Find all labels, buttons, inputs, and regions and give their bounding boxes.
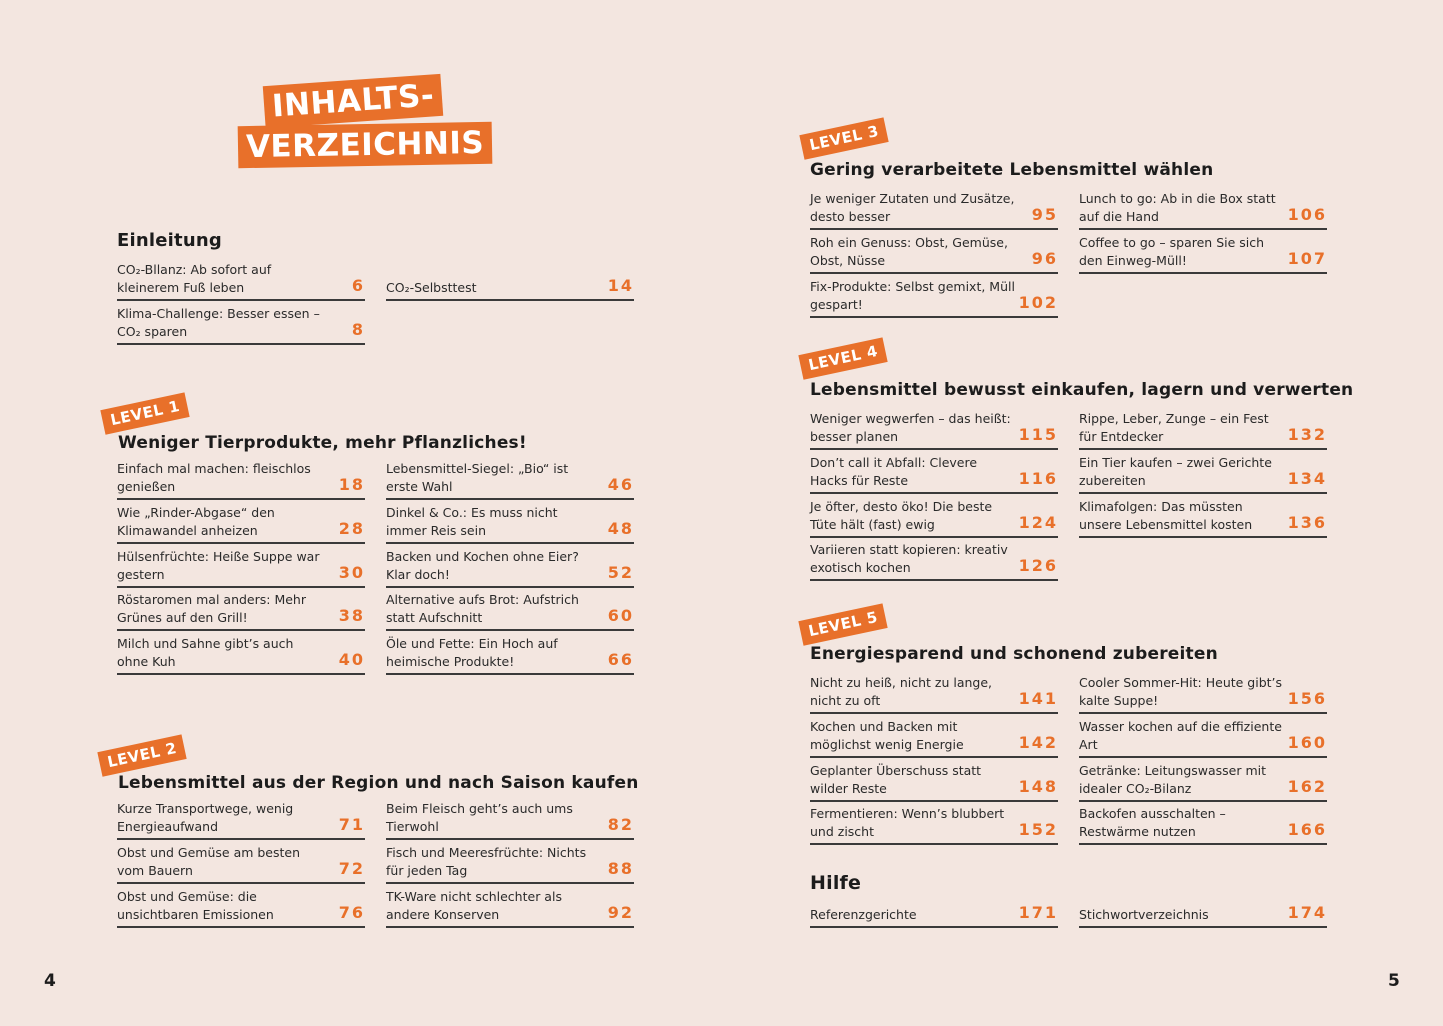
toc-entry[interactable] <box>1079 884 1327 928</box>
toc-entry[interactable] <box>1079 450 1327 494</box>
toc-entry-page: 88 <box>607 859 634 878</box>
toc-entry-label: TK-Ware nicht schlechter als andere Konserven <box>386 889 562 922</box>
toc-entry[interactable] <box>810 450 1058 494</box>
toc-entry[interactable] <box>117 301 365 345</box>
toc-entry[interactable] <box>1079 186 1327 230</box>
toc-entry-page: 132 <box>1287 425 1327 444</box>
toc-entry-page: 8 <box>351 320 365 339</box>
toc-entry-page: 46 <box>607 475 634 494</box>
toc-entry[interactable] <box>386 500 634 544</box>
toc-entry-page: 124 <box>1018 513 1058 532</box>
toc-entry-page: 174 <box>1287 903 1327 922</box>
section-heading-level-4: Lebensmittel bewusst einkaufen, lagern und verwerten <box>810 380 1354 400</box>
toc-entry-page: 71 <box>338 815 365 834</box>
section-heading-level-5: Energiesparend und schonend zubereiten <box>810 644 1218 664</box>
toc-entry-page: 156 <box>1287 689 1327 708</box>
toc-entry[interactable] <box>117 840 365 884</box>
toc-entry[interactable] <box>117 456 365 500</box>
toc-entry[interactable] <box>1079 801 1327 845</box>
toc-entry-page: 96 <box>1031 249 1058 268</box>
toc-entry-label: Wasser kochen auf die effiziente Art <box>1079 719 1282 752</box>
toc-entry-page: 95 <box>1031 205 1058 224</box>
toc-entry[interactable] <box>1079 758 1327 802</box>
toc-entry-page: 115 <box>1018 425 1058 444</box>
toc-entry-page: 66 <box>607 650 634 669</box>
left-page <box>0 0 721 1026</box>
toc-entry-page: 60 <box>607 606 634 625</box>
section-heading-level-1: Weniger Tierprodukte, mehr Pflanzliches! <box>118 433 527 453</box>
toc-entry[interactable] <box>1079 714 1327 758</box>
toc-entry-label: Lunch to go: Ab in die Box statt auf die Hand <box>1079 191 1276 224</box>
toc-entry[interactable] <box>1079 494 1327 538</box>
toc-title-line-1: INHALTS- <box>263 74 444 128</box>
toc-entry-page: 92 <box>607 903 634 922</box>
toc-entry-label: Geplanter Überschuss statt wilder Reste <box>810 763 982 796</box>
toc-entry[interactable] <box>117 796 365 840</box>
toc-entry-label: Cooler Sommer-Hit: Heute gibt’s kalte Suppe! <box>1079 675 1283 708</box>
toc-entry-label: Röstaromen mal anders: Mehr Grünes auf den Grill! <box>117 592 306 625</box>
toc-entry[interactable] <box>810 274 1058 318</box>
toc-entry-label: Klima-Challenge: Besser essen – CO₂ sparen <box>117 306 320 339</box>
toc-entry-page: 162 <box>1287 777 1327 796</box>
section-heading-hilfe: Hilfe <box>810 872 862 894</box>
toc-entry[interactable] <box>810 714 1058 758</box>
toc-entry[interactable] <box>117 500 365 544</box>
toc-entry-label: CO₂-Selbsttest <box>386 279 477 295</box>
toc-entry-label: Rippe, Leber, Zunge – ein Fest für Entdecker <box>1079 411 1269 444</box>
page-number-left: 4 <box>44 971 56 991</box>
toc-entry[interactable] <box>1079 670 1327 714</box>
toc-entry-page: 126 <box>1018 556 1058 575</box>
toc-entry-page: 14 <box>607 276 634 295</box>
toc-entry-label: Alternative aufs Brot: Aufstrich statt Aufschnitt <box>386 592 579 625</box>
toc-entry-label: Obst und Gemüse am besten vom Bauern <box>117 845 301 878</box>
toc-entry-label: Wie „Rinder-Abgase“ den Klimawandel anheizen <box>117 505 275 538</box>
toc-entry-page: 102 <box>1018 293 1058 312</box>
toc-entry-label: Don’t call it Abfall: Clevere Hacks für Reste <box>810 455 978 488</box>
toc-entry-label: Roh ein Genuss: Obst, Gemüse, Obst, Nüsse <box>810 235 1008 268</box>
toc-entry[interactable] <box>810 494 1058 538</box>
toc-entry[interactable] <box>117 257 365 301</box>
toc-entry-label: Dinkel & Co.: Es muss nicht immer Reis sein <box>386 505 558 538</box>
section-heading-einleitung: Einleitung <box>117 230 222 251</box>
toc-entry-label: Backen und Kochen ohne Eier? Klar doch! <box>386 549 579 582</box>
toc-entry-page: 148 <box>1018 777 1058 796</box>
toc-entry-page: 30 <box>338 563 365 582</box>
toc-entry-page: 106 <box>1287 205 1327 224</box>
toc-entry[interactable] <box>386 884 634 928</box>
toc-entry-page: 134 <box>1287 469 1327 488</box>
toc-entry-page: 166 <box>1287 820 1327 839</box>
toc-entry[interactable] <box>386 544 634 588</box>
toc-entry-label: Ein Tier kaufen – zwei Gerichte zubereiten <box>1079 455 1272 488</box>
right-page <box>721 0 1443 1026</box>
toc-entry-page: 72 <box>338 859 365 878</box>
toc-entry-page: 152 <box>1018 820 1058 839</box>
toc-entry[interactable] <box>810 758 1058 802</box>
toc-entry-page: 141 <box>1018 689 1058 708</box>
toc-entry-page: 142 <box>1018 733 1058 752</box>
toc-entry-page: 136 <box>1287 513 1327 532</box>
toc-entry-label: Fix-Produkte: Selbst gemixt, Müll gespart! <box>810 279 1015 312</box>
toc-entry-label: CO₂-Bllanz: Ab sofort auf kleinerem Fuß leben <box>117 262 272 295</box>
toc-entry-label: Kochen und Backen mit möglichst wenig Energie <box>810 719 964 752</box>
toc-entry-page: 6 <box>351 276 365 295</box>
toc-entry-label: Lebensmittel-Siegel: „Bio“ ist erste Wahl <box>386 461 569 494</box>
toc-entry[interactable] <box>810 670 1058 714</box>
toc-entry-label: Klimafolgen: Das müssten unsere Lebensmittel kosten <box>1079 499 1253 532</box>
toc-entry-label: Je öfter, desto öko! Die beste Tüte hält (fast) ewig <box>810 499 993 532</box>
toc-entry[interactable] <box>117 884 365 928</box>
toc-entry-page: 160 <box>1287 733 1327 752</box>
toc-title-line-2: VERZEICHNIS <box>238 122 493 168</box>
level-badge-2: LEVEL 2 <box>97 734 187 776</box>
toc-entry[interactable] <box>810 884 1058 928</box>
toc-entry-label: Variieren statt kopieren: kreativ exotisch kochen <box>810 542 1008 575</box>
toc-entry-page: 52 <box>607 563 634 582</box>
toc-entry-label: Kurze Transportwege, wenig Energieaufwand <box>117 801 294 834</box>
toc-entry-label: Coffee to go – sparen Sie sich den Einweg-Müll! <box>1079 235 1265 268</box>
toc-entry-label: Backofen ausschalten – Restwärme nutzen <box>1079 806 1226 839</box>
toc-entry-page: 76 <box>338 903 365 922</box>
toc-entry[interactable] <box>117 631 365 675</box>
toc-entry-page: 28 <box>338 519 365 538</box>
toc-entry-label: Fisch und Meeresfrüchte: Nichts für jeden Tag <box>386 845 587 878</box>
toc-entry-page: 38 <box>338 606 365 625</box>
toc-entry-page: 40 <box>338 650 365 669</box>
level-badge-3: LEVEL 3 <box>799 117 889 159</box>
toc-entry-label: Beim Fleisch geht’s auch ums Tierwohl <box>386 801 573 834</box>
section-heading-level-2: Lebensmittel aus der Region und nach Saison kaufen <box>118 773 639 793</box>
toc-entry-page: 107 <box>1287 249 1327 268</box>
toc-entry-page: 48 <box>607 519 634 538</box>
toc-entry-label: Getränke: Leitungswasser mit idealer CO₂-Bilanz <box>1079 763 1267 796</box>
toc-entry-page: 18 <box>338 475 365 494</box>
toc-entry[interactable] <box>386 840 634 884</box>
toc-entry-label: Öle und Fette: Ein Hoch auf heimische Produkte! <box>386 636 558 669</box>
toc-entry[interactable] <box>810 406 1058 450</box>
toc-entry-page: 82 <box>607 815 634 834</box>
toc-entry[interactable] <box>1079 230 1327 274</box>
toc-entry-page: 171 <box>1018 903 1058 922</box>
toc-entry-label: Obst und Gemüse: die unsichtbaren Emissionen <box>117 889 274 922</box>
toc-entry-label: Nicht zu heiß, nicht zu lange, nicht zu oft <box>810 675 993 708</box>
level-badge-4: LEVEL 4 <box>798 337 888 379</box>
toc-entry-label: Referenzgerichte <box>810 906 917 922</box>
toc-entry[interactable] <box>810 186 1058 230</box>
toc-entry-label: Weniger wegwerfen – das heißt: besser planen <box>810 411 1011 444</box>
toc-entry[interactable] <box>810 537 1058 581</box>
toc-entry-page: 116 <box>1018 469 1058 488</box>
toc-entry[interactable] <box>810 801 1058 845</box>
toc-entry[interactable] <box>386 456 634 500</box>
toc-entry[interactable] <box>1079 406 1327 450</box>
toc-entry[interactable] <box>117 544 365 588</box>
level-badge-1: LEVEL 1 <box>100 392 190 434</box>
section-heading-level-3: Gering verarbeitete Lebensmittel wählen <box>810 160 1214 180</box>
toc-entry[interactable] <box>117 587 365 631</box>
toc-entry-label: Milch und Sahne gibt’s auch ohne Kuh <box>117 636 294 669</box>
level-badge-5: LEVEL 5 <box>798 603 888 645</box>
toc-entry[interactable] <box>386 631 634 675</box>
toc-entry-label: Hülsenfrüchte: Heiße Suppe war gestern <box>117 549 320 582</box>
toc-entry-label: Je weniger Zutaten und Zusätze, desto besser <box>810 191 1015 224</box>
toc-entry-label: Stichwortverzeichnis <box>1079 906 1209 922</box>
toc-entry[interactable] <box>810 230 1058 274</box>
toc-entry[interactable] <box>386 587 634 631</box>
toc-entry[interactable] <box>386 257 634 301</box>
toc-entry-label: Fermentieren: Wenn’s blubbert und zischt <box>810 806 1005 839</box>
page-number-right: 5 <box>1388 971 1400 991</box>
toc-title <box>236 74 486 174</box>
toc-entry[interactable] <box>386 796 634 840</box>
toc-entry-label: Einfach mal machen: fleischlos genießen <box>117 461 311 494</box>
